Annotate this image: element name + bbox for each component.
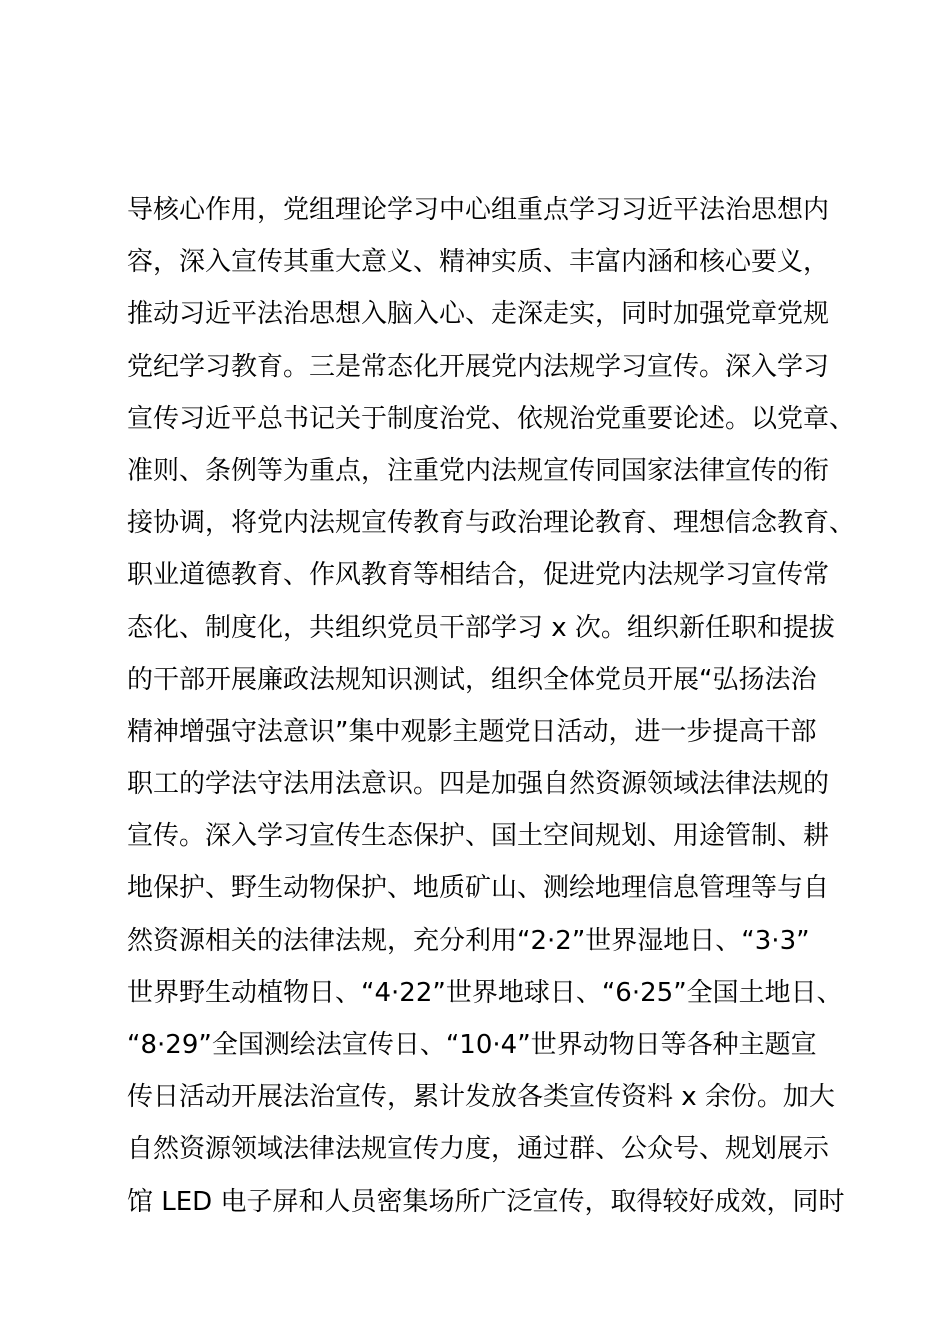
text-line-6: 准则、条例等为重点，注重党内法规宣传同国家法律宣传的衔 (127, 455, 830, 486)
text-line-11: 精神增强守法意识”集中观影主题党日活动，进一步提高干部 (127, 716, 817, 747)
text-line-13: 宣传。深入学习宣传生态保护、国土空间规划、用途管制、耕 (127, 821, 830, 852)
text-line-17: “8·29”全国测绘法宣传日、“10·4”世界动物日等各种主题宣 (127, 1030, 817, 1060)
text-line-16: 世界野生动植物日、“4·22”世界地球日、“6·25”全国土地日、 (127, 977, 843, 1008)
text-line-8: 职业道德教育、作风教育等相结合，促进党内法规学习宣传常 (127, 560, 830, 591)
text-line-18: 传日活动开展法治宣传，累计发放各类宣传资料 x 余份。加大 (127, 1082, 835, 1113)
text-line-2: 容，深入宣传其重大意义、精神实质、丰富内涵和核心要义， (127, 247, 830, 278)
body-text (127, 184, 856, 1228)
text-line-4: 党纪学习教育。三是常态化开展党内法规学习宣传。深入学习 (127, 351, 830, 382)
text-line-3: 推动习近平法治思想入脑入心、走深走实，同时加强党章党规 (127, 299, 830, 330)
text-line-19: 自然资源领域法律法规宣传力度，通过群、公众号、规划展示 (127, 1134, 830, 1165)
text-line-14: 地保护、野生动物保护、地质矿山、测绘地理信息管理等与自 (127, 873, 830, 904)
text-line-5: 宣传习近平总书记关于制度治党、依规治党重要论述。以党章、 (127, 403, 856, 434)
text-line-20: 馆 LED 电子屏和人员密集场所广泛宣传，取得较好成效，同时 (127, 1186, 845, 1217)
text-line-10: 的干部开展廉政法规知识测试，组织全体党员开展“弘扬法治 (127, 664, 817, 695)
text-line-12: 职工的学法守法用法意识。四是加强自然资源领域法律法规的 (127, 769, 830, 800)
text-line-1: 导核心作用，党组理论学习中心组重点学习习近平法治思想内 (127, 195, 830, 225)
text-line-15: 然资源相关的法律法规，充分利用“2·2”世界湿地日、“3·3” (127, 925, 810, 956)
text-line-7: 接协调，将党内法规宣传教育与政治理论教育、理想信念教育、 (127, 508, 856, 539)
text-line-9: 态化、制度化，共组织党员干部学习 x 次。组织新任职和提拔 (127, 612, 835, 643)
